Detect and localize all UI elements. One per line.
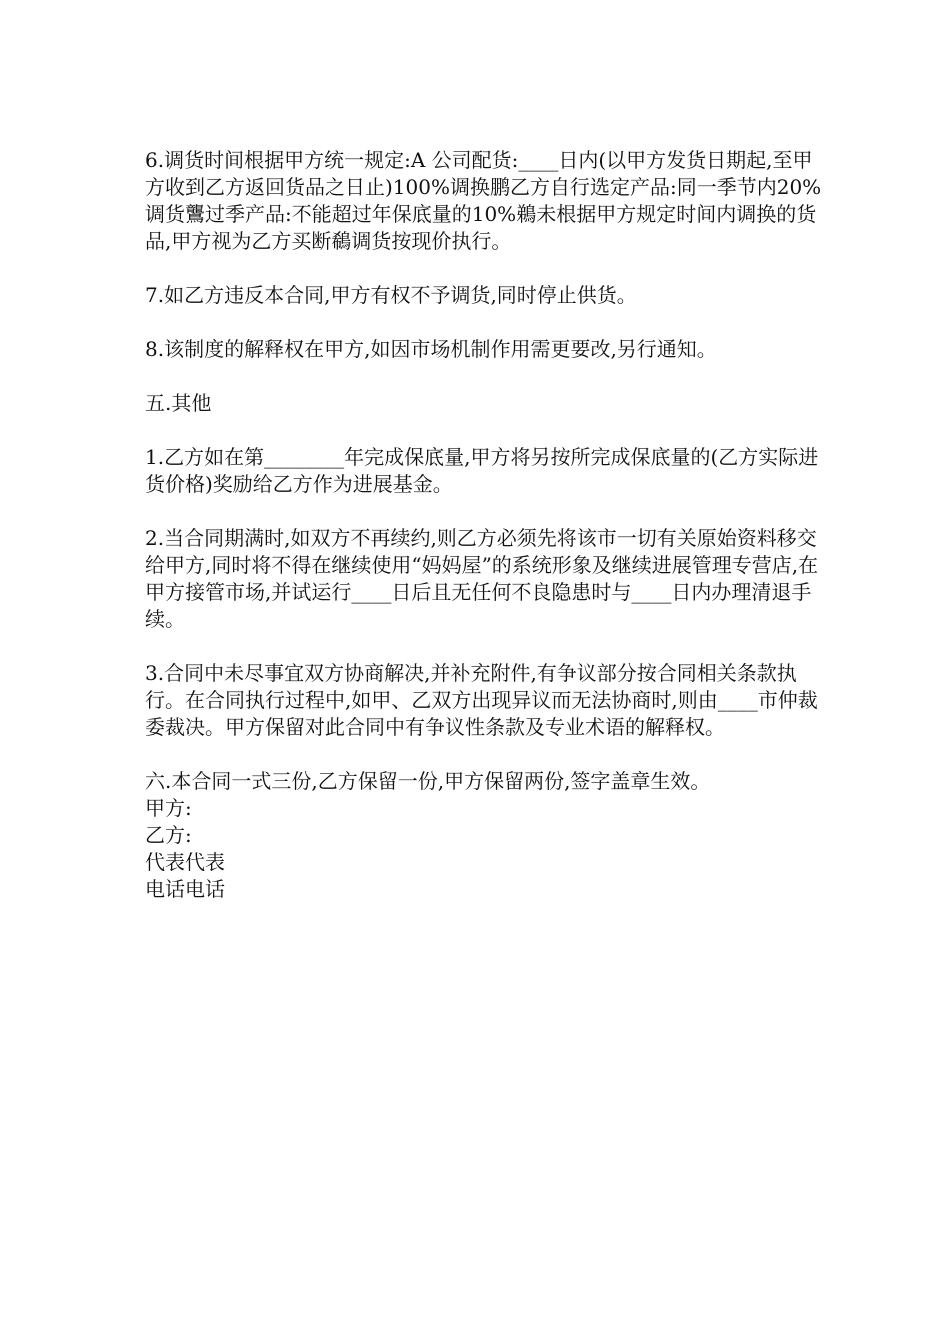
document-page [145, 147, 825, 903]
representative-labels: 代表代表 [145, 850, 225, 874]
clause-8-interpretation: 8.该制度的解释权在甲方,如因市场机制作用需更要改,另行通知。 [145, 337, 717, 361]
copies-statement: 六.本合同一式三份,乙方保留一份,甲方保留两份,签字盖章生效。 [145, 769, 711, 793]
party-a-label: 甲方: [145, 796, 192, 820]
clause-6-swap-time: 6.调货时间根据甲方统一规定:A 公司配货:____日内(以甲方发货日期起,至甲方收到乙方返回货品之日止)100%调换鹏乙方自行选定产品:同一季节内20%调货鸗过季产品:不能超过年保底量的10%鵜未根据甲方规定时间内调换的货品,甲方视为乙方买断鵗调货按现价执行。 [145, 148, 822, 253]
other-clause-3-disputes: 3.合同中未尽事宜双方协商解决,并补充附件,有争议部分按合同相关条款执行。在合同执行过程中,如甲、乙双方出现异议而无法协商时,则由____市仲裁委裁决。甲方保留对此合同中有争议性条款及专业术语的解释权。 [145, 661, 818, 739]
other-clause-2-expiry: 2.当合同期满时,如双方不再续约,则乙方必须先将该市一切有关原始资料移交给甲方,同时将不得在继续使用“妈妈屋”的系统形象及继续进展管理专营店,在甲方接管市场,并试运行____日后且无任何不良隐患时与____日内办理清退手续。 [145, 526, 819, 631]
signature-block [145, 768, 825, 903]
section-5-heading: 五.其他 [145, 391, 212, 415]
party-b-label: 乙方: [145, 823, 192, 847]
clause-7-breach: 7.如乙方违反本合同,甲方有权不予调货,同时停止供货。 [145, 283, 637, 307]
phone-labels: 电话电话 [145, 877, 225, 901]
other-clause-1-reward: 1.乙方如在第________年完成保底量,甲方将另按所完成保底量的(乙方实际进货价格)奖励给乙方作为进展基金。 [145, 445, 819, 496]
